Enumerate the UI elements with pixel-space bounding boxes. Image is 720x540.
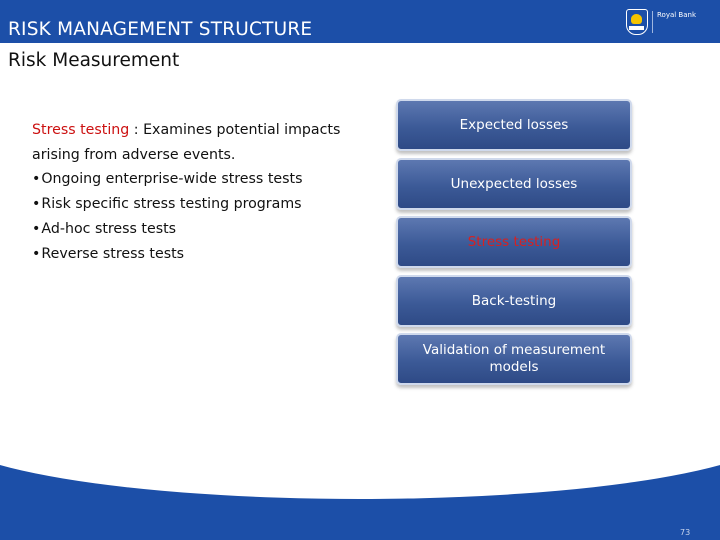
footer-band bbox=[0, 455, 720, 540]
block-validation-models bbox=[396, 333, 632, 385]
slide-title: RISK MANAGEMENT STRUCTURE bbox=[8, 19, 313, 40]
shield-lion-icon bbox=[626, 9, 648, 35]
block-label: Back-testing bbox=[471, 292, 557, 309]
slide-subtitle: Risk Measurement bbox=[8, 50, 180, 71]
list-item: • Reverse stress tests bbox=[32, 242, 372, 267]
page-number: 73 bbox=[680, 528, 691, 537]
list-item: • Ongoing enterprise-wide stress tests bbox=[32, 167, 372, 192]
royal-bank-logo bbox=[626, 8, 698, 36]
list-item: • Ad-hoc stress tests bbox=[32, 217, 372, 242]
block-expected-losses bbox=[396, 99, 632, 151]
lead-term: Stress testing bbox=[32, 122, 130, 138]
logo-divider bbox=[652, 11, 653, 33]
block-label: Validation of measurement models bbox=[422, 342, 606, 375]
block-label: Expected losses bbox=[459, 116, 569, 133]
description-text bbox=[32, 118, 372, 266]
block-stress-testing bbox=[396, 216, 632, 268]
block-label: Unexpected losses bbox=[450, 175, 578, 192]
block-back-testing bbox=[396, 275, 632, 327]
block-label: Stress testing bbox=[467, 233, 561, 250]
logo-text: Royal Bank bbox=[657, 11, 697, 19]
description-lead bbox=[32, 118, 372, 167]
block-unexpected-losses bbox=[396, 158, 632, 210]
bullet-list bbox=[32, 167, 372, 266]
lead-rest: : Examines potential impacts arising from adverse events. bbox=[32, 122, 341, 163]
list-item: • Risk specific stress testing programs bbox=[32, 192, 372, 217]
